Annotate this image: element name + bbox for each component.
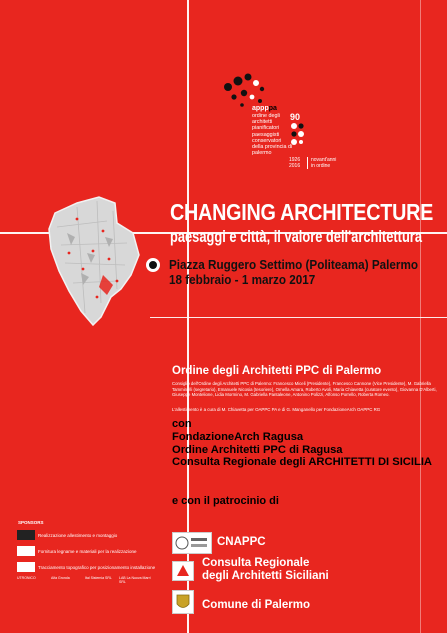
consulta-logo-icon — [172, 561, 194, 581]
ninety-dots-icon — [290, 121, 306, 147]
with-label: con — [172, 418, 192, 430]
partners-list — [172, 431, 442, 469]
novantanni-label: novant'anni in ordine — [307, 157, 336, 169]
location-target-icon — [146, 258, 160, 272]
cnappc-logo-icon — [172, 532, 212, 554]
patronage-label: e con il patrocinio di — [172, 495, 279, 507]
sponsor-row: Fornitura legname e materiali per la realizzazione — [17, 544, 167, 558]
partner-item: Consulta Regionale degli ARCHITETTI DI SICILIA — [172, 456, 433, 468]
sponsor-logo-icon — [17, 562, 35, 572]
sponsor-logo-icon — [17, 530, 35, 540]
event-dates: 18 febbraio - 1 marzo 2017 — [169, 272, 316, 287]
organizer-staging: L'allestimento è a cura di M. Chiavetta per OAPPC PA e di G. Manganello per FondazioneArch OAPPC RG — [172, 407, 381, 412]
event-place: Piazza Ruggero Settimo (Politeama) Palermo — [169, 257, 419, 272]
sponsors-block: SPONSORS Realizzazione allestimento e montaggio Fornitura legname e materiali per la realizzazione Tracciamento topografico per posizionamento installazione UTRONICO Alfa Gronda Ital Sistemia SRL LAB La Nuova Marri SRL — [17, 520, 167, 584]
poster-subtitle: paesaggi e città, il valore dell'architettura — [170, 228, 422, 246]
horizontal-guide-line-lower — [150, 317, 447, 318]
poster-title: CHANGING ARCHITECTURE — [170, 199, 434, 225]
sponsor-row: Tracciamento topografico per posizionamento installazione — [17, 560, 167, 574]
organizer-council: Consiglio dell'Ordine degli Architetti PPC di Palermo: Francesco Miceli (Presidente), Francesco Cannone (Vice Presidente), M. Gabriella Tamminelli (segretario), Emanuele Nicosia (tesoriere), Ornella Amara, Roberto Avoli, Maria Chiavetta (curatore evento), Giovanna D'Alberti, Giuseppe Montelione, Lidia Mormino, M. Gabriella Pantaleone, Antonino Polizzi, Alfonso Porrello, Roberta Romeo. — [172, 381, 437, 398]
partner-item: FondazioneArch Ragusa — [172, 431, 304, 443]
sponsor-row: Realizzazione allestimento e montaggio — [17, 528, 167, 542]
sponsor-logo-icon — [17, 546, 35, 556]
city-map-image — [47, 193, 142, 326]
organizer-title: Ordine degli Architetti PPC di Palermo — [172, 365, 382, 377]
comune-crest-icon — [172, 590, 194, 614]
logo-description: ordine degli architetti pianificatori paesaggisti conservatori della provincia di palermo — [252, 113, 293, 157]
appppa-logo — [222, 73, 342, 178]
ninety-years-mark: 90 — [290, 113, 306, 152]
partner-item: Ordine Architetti PPC di Ragusa — [172, 443, 343, 456]
sponsor-logos-row: UTRONICO Alfa Gronda Ital Sistemia SRL LAB La Nuova Marri SRL — [17, 576, 151, 584]
logo-brand: appppa — [252, 105, 277, 112]
years-range: 1926 2016 — [289, 157, 301, 169]
